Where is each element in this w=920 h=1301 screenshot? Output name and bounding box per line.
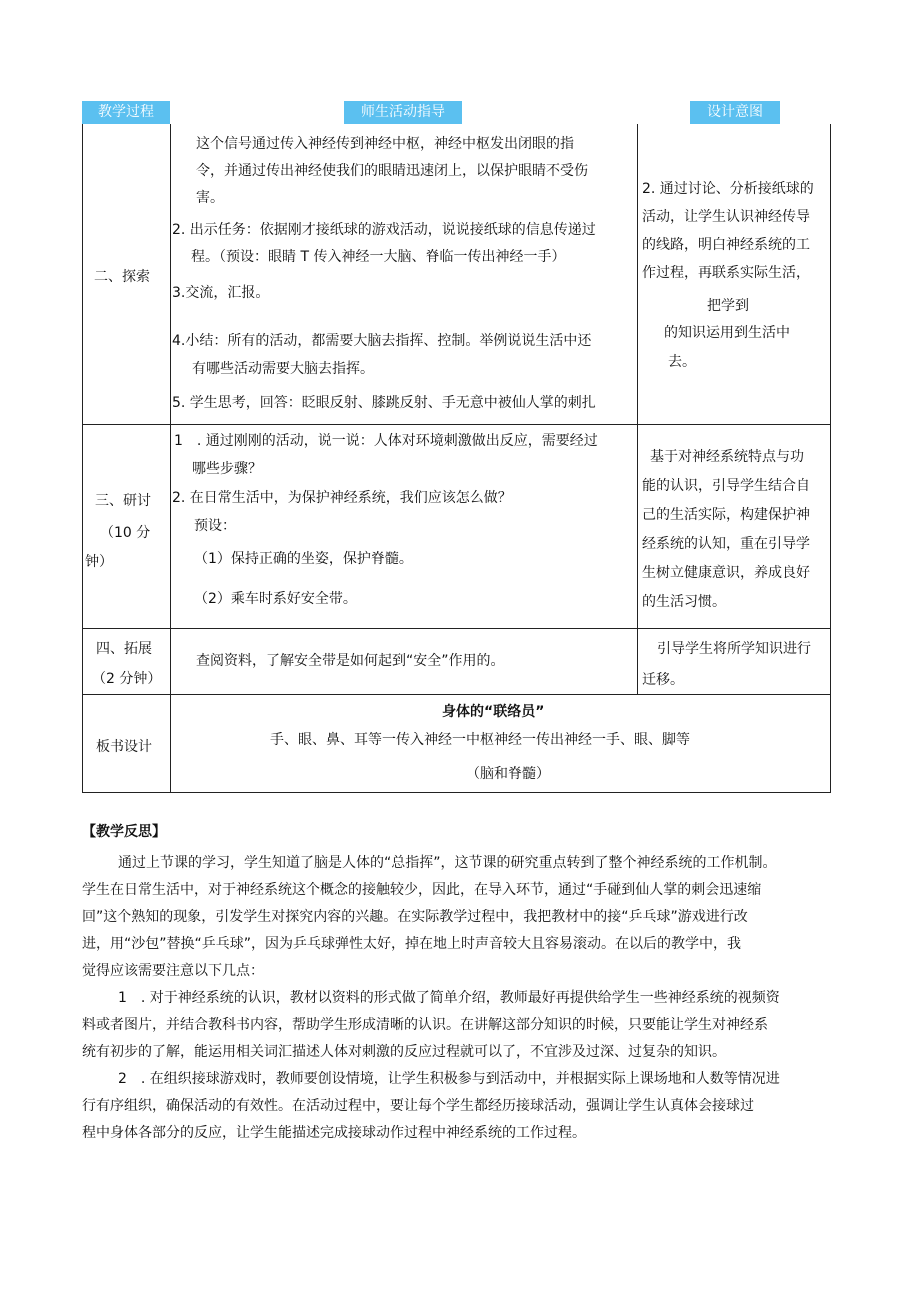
intent-line: 去。 (668, 354, 696, 370)
reflection-body (82, 850, 842, 1147)
intent-line: 的知识运用到生活中 (664, 325, 790, 341)
reflection-line: 2 . 在组织接球游戏时，教师要创设情境，让学生积极参与到活动中，并根据实际上课场地和人数等情况进 (118, 1071, 780, 1087)
intent-line: 活动，让学生认识神经传导 (642, 209, 810, 225)
reflection-line: 料或者图片，并结合教科书内容，帮助学生形成清晰的认识。在讲解这部分知识的时候，只要能让学生对神经系 (82, 1017, 768, 1033)
reflection-line: 1 . 对于神经系统的认识，教材以资料的形式做了简单介绍，教师最好再提供给学生一些神经系统的视频资 (118, 990, 780, 1006)
explore-line: 2. 出示任务：依据刚才接纸球的游戏活动，说说接纸球的信息传递过 (172, 222, 596, 238)
research-line: （1）保持正确的坐姿，保护脊髓。 (194, 551, 413, 567)
intent-line: 的生活习惯。 (642, 594, 726, 610)
header-col-process: 教学过程 (82, 101, 170, 124)
intent-line: 经系统的认知，重在引导学 (642, 536, 810, 552)
reflection-line: 回”这个熟知的现象，引发学生对探究内容的兴趣。在实际教学过程中，我把教材中的接“乒乓球”游戏进行改 (82, 909, 748, 925)
intent-line: 基于对神经系统特点与功 (650, 449, 804, 465)
reflection-line: 进，用“沙包”替换“乒乓球”，因为乒乓球弹性太好，掉在地上时声音较大且容易滚动。在以后的教学中，我 (82, 936, 742, 952)
intent-line: 把学到 (707, 298, 749, 314)
intent-line: 己的生活实际，构建保护神 (642, 507, 810, 523)
reflection-heading: 【教学反思】 (82, 824, 166, 840)
stage-research: 三、研讨 (95, 493, 151, 509)
explore-line: 这个信号通过传入神经传到神经中枢，神经中枢发出闭眼的指 (196, 136, 574, 152)
reflection-line: 学生在日常生活中，对于神经系统这个概念的接触较少，因此，在导入环节，通过“手碰到仙人掌的刺会迅速缩 (82, 882, 762, 898)
header-col-intent: 设计意图 (690, 101, 780, 124)
research-line: 2. 在日常生活中，为保护神经系统，我们应该怎么做？ (172, 490, 512, 506)
research-line: 预设： (194, 518, 236, 534)
research-line: 1 . 通过刚刚的活动，说一说：人体对环境刺激做出反应，需要经过 (174, 433, 598, 449)
explore-line: 3.交流，汇报。 (172, 285, 270, 301)
research-line: （2）乘车时系好安全带。 (194, 591, 357, 607)
intent-line: 生树立健康意识，养成良好 (642, 565, 810, 581)
intent-line: 作过程，再联系实际生活， (642, 265, 810, 281)
explore-line: 害。 (196, 190, 224, 206)
board-flow: 手、眼、鼻、耳等一传入神经一中枢神经一传出神经一手、眼、脚等 (270, 732, 690, 748)
stage-explore: 二、探索 (94, 269, 150, 285)
reflection-line: 觉得应该需要注意以下几点： (82, 963, 264, 979)
board-note: （脑和脊髓） (466, 766, 550, 782)
reflection-line: 程中身体各部分的反应，让学生能描述完成接球动作过程中神经系统的工作过程。 (82, 1125, 586, 1141)
explore-line: 令，并通过传出神经使我们的眼睛迅速闭上，以保护眼睛不受伤 (196, 163, 588, 179)
expand-content: 查阅资料，了解安全带是如何起到“安全”作用的。 (196, 653, 505, 669)
stage-expand-duration: （2 分钟） (92, 671, 162, 687)
board-title: 身体的“联络员” (442, 704, 545, 720)
reflection-line: 行有序组织，确保活动的有效性。在活动过程中，要让每个学生都经历接球活动，强调让学生认真体会接球过 (82, 1098, 754, 1114)
explore-line: 程。（预设：眼睛 T 传入神经一大脑、脊临一传出神经一手） (191, 249, 566, 265)
expand-intent-line: 引导学生将所学知识进行 (657, 641, 811, 657)
reflection-line: 统有初步的了解，能运用相关词汇描述人体对刺激的反应过程就可以了，不宜涉及过深、过复杂的知识。 (82, 1044, 726, 1060)
header-col-guidance: 师生活动指导 (344, 101, 462, 124)
intent-line: 2. 通过讨论、分析接纸球的 (642, 181, 814, 197)
reflection-line: 通过上节课的学习，学生知道了脑是人体的“总指挥”，这节课的研究重点转到了整个神经系统的工作机制。 (118, 855, 777, 871)
stage-board: 板书设计 (96, 739, 152, 755)
explore-line: 5. 学生思考，回答：眨眼反射、膝跳反射、手无意中被仙人掌的刺扎 (172, 395, 596, 411)
stage-research-duration: （10 分 (100, 525, 151, 541)
intent-line: 的线路，明白神经系统的工 (642, 237, 810, 253)
explore-line: 有哪些活动需要大脑去指挥。 (192, 361, 374, 377)
expand-intent-line: 迁移。 (642, 672, 684, 688)
stage-research-duration-unit: 钟） (85, 554, 113, 570)
stage-expand: 四、拓展 (96, 641, 152, 657)
explore-line: 4.小结：所有的活动，都需要大脑去指挥、控制。举例说说生活中还 (172, 333, 592, 349)
intent-line: 能的认识，引导学生结合自 (642, 478, 810, 494)
research-line: 哪些步骤？ (192, 461, 262, 477)
